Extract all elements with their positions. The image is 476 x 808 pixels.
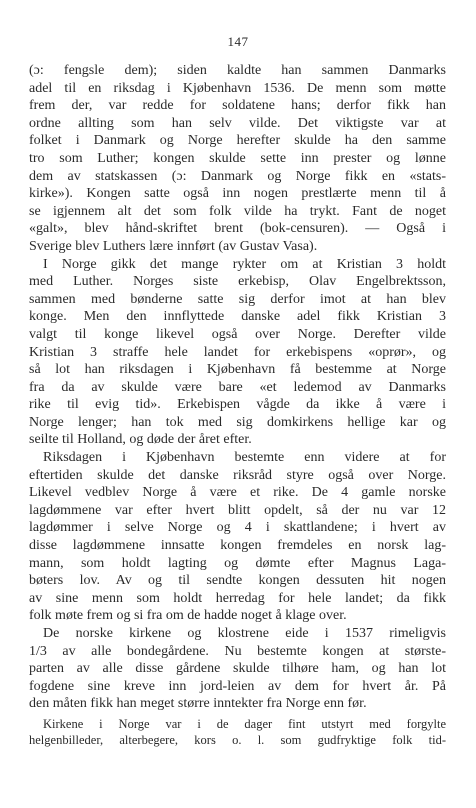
text-line: folk møte frem og si fra om de hadde noget å klage over. xyxy=(29,608,347,624)
paragraph-3 xyxy=(29,449,446,625)
text-line: disse lagdømmene innsatte kongen fremdeles en norsk lag- xyxy=(29,538,446,554)
text-line: kirke»). Kongen satte også inn nogen prestlærte menn til å xyxy=(29,186,446,202)
text-line: «galt», blev hånd-skriftet brent (bok-censuren). — Også i xyxy=(29,221,446,237)
paragraph-5 xyxy=(29,716,446,748)
text-line: (ɔ: fengsle dem); siden kaldte han sammen Danmarks xyxy=(29,63,446,78)
text-line: frem der, var redde for soldatene hans; derfor fikk han xyxy=(29,98,446,114)
text-line: tro som Luther; kongen skulde sette inn prester og lønne xyxy=(29,150,446,166)
text-line: konge. Men den innflyttede danske adel fikk Kristian 3 xyxy=(29,309,446,325)
text-line: ordne allting som han selv vilde. Det viktigste var at xyxy=(29,115,446,131)
text-line: seilte til Holland, og døde der året efter. xyxy=(29,432,252,448)
text-line: med Luther. Norges siste erkebisp, Olav Engelbrektsson, xyxy=(29,274,446,290)
text-line: Norge lenger; han tok med sig domkirkens hellige kar og xyxy=(29,414,446,430)
paragraph-2 xyxy=(29,256,446,450)
text-line: I Norge gikk det mange rykter om at Kristian 3 holdt xyxy=(43,256,446,272)
text-line: fra da av skulde være bare «et ledemod av Danmarks xyxy=(29,379,446,395)
text-line: rike til evig tid». Erkebispen vågde da ikke å være i xyxy=(29,397,446,413)
text-line: bøters lov. Av og til sendte kongen dessuten hit nogen xyxy=(29,573,446,589)
text-line: helgenbilleder, alterbegere, kors o. l. som gudfryktige folk tid- xyxy=(29,732,446,747)
text-line: valgt til konge likevel også over Norge. Derefter vilde xyxy=(29,326,446,342)
text-line: Kristian 3 straffe hele landet for erkebispens «oprør», og xyxy=(29,344,446,360)
text-line: av sine menn som holdt herredag for hele landet; da fikk xyxy=(29,590,446,606)
text-line: Sverige blev Luthers lære innført (av Gustav Vasa). xyxy=(29,238,318,254)
text-line: lagdømmer i selve Norge og 4 i skattlandene; i hvert av xyxy=(29,520,446,536)
text-line: Kirkene i Norge var i de dager fint utstyrt med forgylte xyxy=(43,716,446,731)
text-line: Riksdagen i Kjøbenhavn bestemte enn videre at for xyxy=(43,450,446,466)
text-line: parten av alle disse gårdene skulde tilhøre ham, og han lot xyxy=(29,661,446,677)
text-line: adel til en riksdag i Kjøbenhavn 1536. De menn som møtte xyxy=(29,80,446,96)
paragraph-1 xyxy=(29,62,446,256)
text-line: så lot han riksdagen i Kjøbenhavn få bestemme at Norge xyxy=(29,362,446,378)
text-line: mann, som holdt lagting og dømte efter Magnus Laga- xyxy=(29,555,446,571)
text-line: sammen med bønderne satte sig derfor imot at han blev xyxy=(29,291,446,307)
text-line: De norske kirkene og klostrene eide i 1537 rimeligvis xyxy=(43,626,446,641)
text-line: den måten fikk han meget større inntekter fra Norge enn før. xyxy=(29,696,367,712)
text-line: fogdene sine kreve inn jord-leien av dem for hvert år. På xyxy=(29,678,446,694)
text-line: dem av statskassen (ɔ: Danmark og Norge fikk en «stats- xyxy=(29,168,446,184)
body-text xyxy=(29,62,446,748)
page-number: 147 xyxy=(227,34,249,49)
paragraph-4 xyxy=(29,625,446,713)
text-line: Likevel vedblev Norge å være et rike. De 4 gamle norske xyxy=(29,485,446,501)
text-line: folket i Danmark og Norge herefter skulde ha den samme xyxy=(29,133,446,149)
text-line: lagdømmene var efter hvert blitt opdelt, så der nu var 12 xyxy=(29,502,446,518)
text-line: 1/3 av alle bondegårdene. Nu bestemte kongen at største- xyxy=(29,643,446,659)
text-line: se igjennem alt det som folk vilde ha trykt. Fant de noget xyxy=(29,203,446,219)
text-line: eftertiden skulde det danske riksråd styre også over Norge. xyxy=(29,467,446,483)
